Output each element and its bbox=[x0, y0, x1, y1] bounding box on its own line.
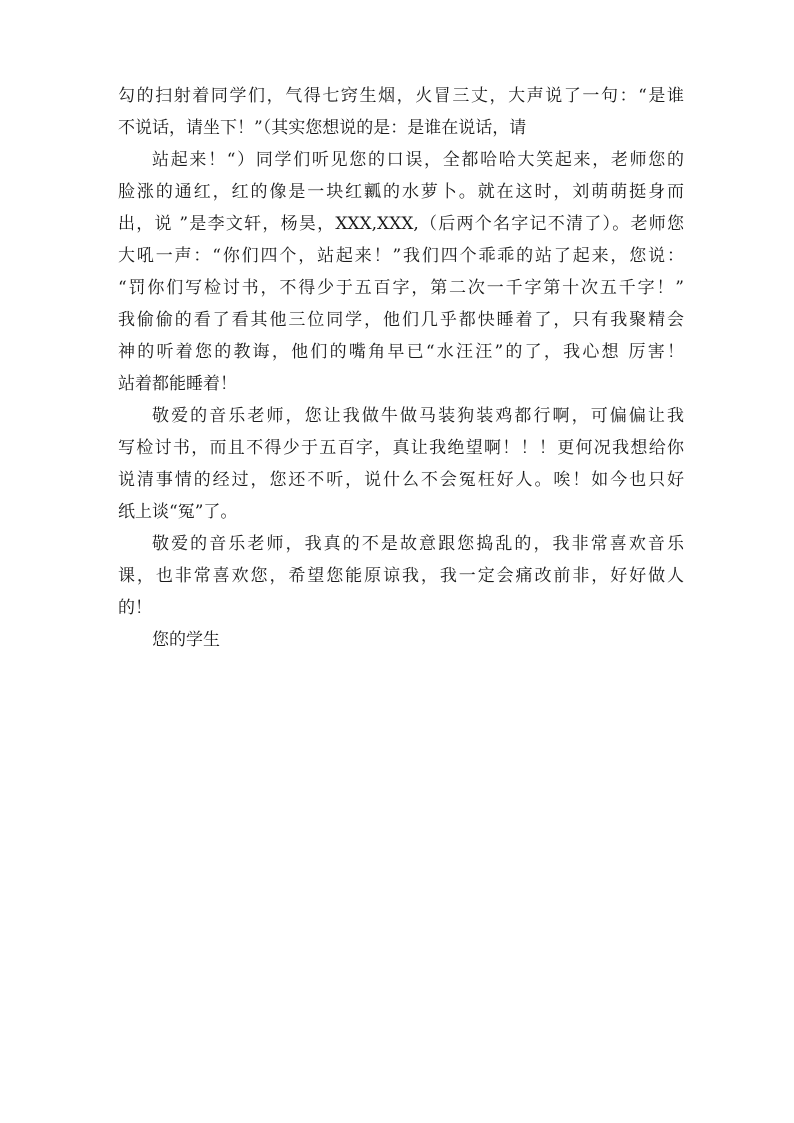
text-line: 站起来！“）同学们听见您的口误，全都哈哈大笑起来，老师您的 bbox=[152, 150, 684, 170]
text-line: 脸涨的通红，红的像是一块红瓤的水萝卜。就在这时，刘萌萌挺身而 bbox=[118, 182, 684, 202]
text-line: “罚你们写检讨书，不得少于五百字，第二次一千字第十次五千字！” bbox=[118, 278, 684, 298]
text-line: 出，说 ”是李文轩，杨昊，XXX,XXX,（后两个名字记不清了）。老师您 bbox=[118, 214, 684, 234]
text-line: 的！ bbox=[118, 598, 152, 618]
text-line: 我偷偷的看了看其他三位同学，他们几乎都快睡着了，只有我聚精会 bbox=[118, 310, 684, 330]
text-line: 敬爱的音乐老师，我真的不是故意跟您捣乱的，我非常喜欢音乐 bbox=[152, 534, 684, 554]
letter-body bbox=[118, 80, 684, 656]
text-line: 纸上谈“冤”了。 bbox=[118, 502, 238, 522]
text-line: 神的听着您的教诲，他们的嘴角早已“水汪汪”的了，我心想 厉害！ bbox=[118, 342, 684, 362]
text-line: 大吼一声：“你们四个，站起来！”我们四个乖乖的站了起来，您说： bbox=[118, 246, 684, 266]
text-line: 敬爱的音乐老师，您让我做牛做马装狗装鸡都行啊，可偏偏让我 bbox=[152, 406, 684, 426]
text-line: 课，也非常喜欢您，希望您能原谅我，我一定会痛改前非，好好做人 bbox=[118, 566, 684, 586]
text-line: 写检讨书，而且不得少于五百字，真让我绝望啊！！！更何况我想给你 bbox=[118, 438, 684, 458]
text-line: 不说话，请坐下！”（其实您想说的是：是谁在说话，请 bbox=[118, 118, 527, 138]
signature-line: 您的学生 bbox=[152, 630, 220, 650]
text-line: 说清事情的经过，您还不听，说什么不会冤枉好人。唉！如今也只好 bbox=[118, 470, 684, 490]
text-line: 站着都能睡着！ bbox=[118, 374, 237, 394]
text-line: 勾的扫射着同学们，气得七窍生烟，火冒三丈，大声说了一句：“是谁 bbox=[118, 86, 684, 106]
